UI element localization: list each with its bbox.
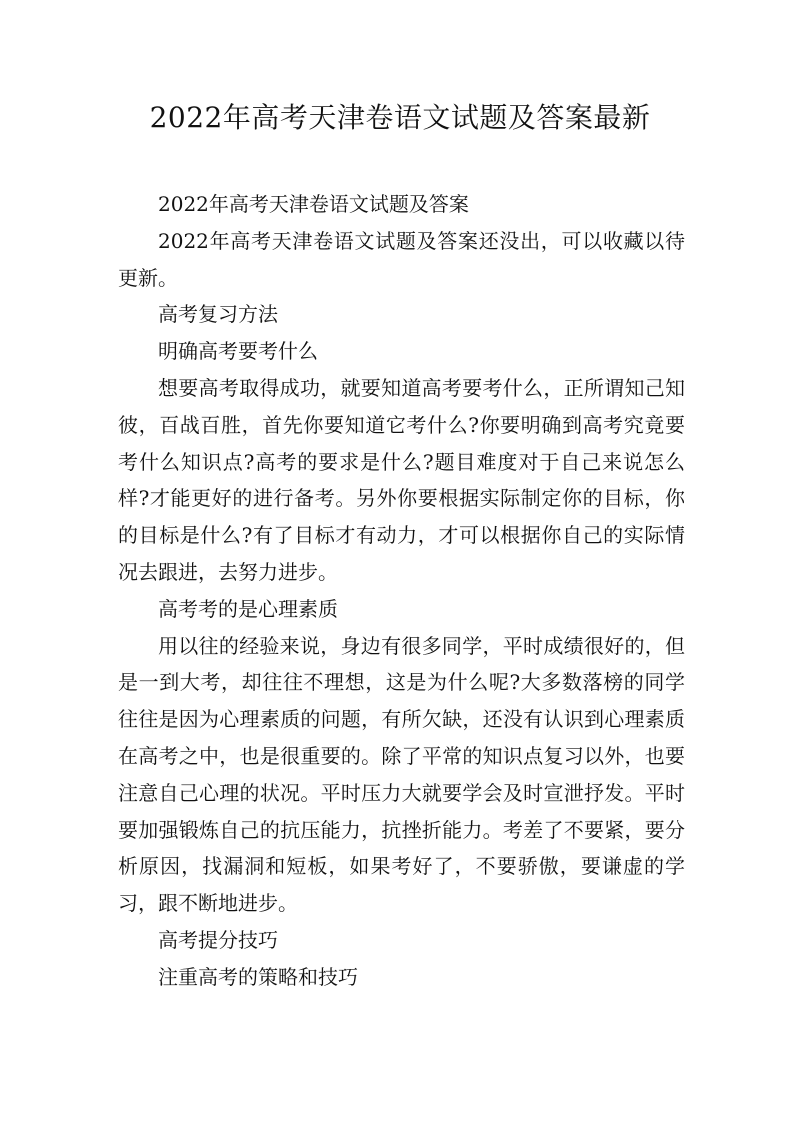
section-heading-score-tips: 高考提分技巧 <box>158 927 278 952</box>
paragraph-psychological-quality: 用以往的经验来说，身边有很多同学，平时成绩很好的，但是一到大考，却往往不理想，这是为什么呢?大多数落榜的同学往往是因为心理素质的问题，有所欠缺，还没有认识到心理素质在高考之中，也是很重要的。除了平常的知识点复习以外，也要注意自己心理的状况。平时压力大就要学会及时宣泄抒发。平时要加强锻炼自己的抗压能力，抗挫折能力。考差了不要紧，要分析原因，找漏洞和短板，如果考好了，不要骄傲，要谦虚的学习，跟不断地进步。 <box>118 633 685 916</box>
subheading-strategy-and-skills: 注重高考的策略和技巧 <box>158 964 358 989</box>
paragraph-know-what-to-test: 想要高考取得成功，就要知道高考要考什么，正所谓知己知彼，百战百胜，首先你要知道它考什么?你要明确到高考究竟要考什么知识点?高考的要求是什么?题目难度对于自己来说怎么样?才能更好的进行备考。另外你要根据实际制定你的目标，你的目标是什么?有了目标才有动力，才可以根据你自己的实际情况去跟进，去努力进步。 <box>118 375 685 584</box>
section-heading-review-methods: 高考复习方法 <box>158 302 278 327</box>
paragraph-subtitle: 2022年高考天津卷语文试题及答案 <box>158 192 469 216</box>
document-body <box>118 186 685 996</box>
subheading-know-what-to-test: 明确高考要考什么 <box>158 339 318 364</box>
paragraph-note: 2022年高考天津卷语文试题及答案还没出，可以收藏以待更新。 <box>118 228 685 290</box>
subheading-psychological-quality: 高考考的是心理素质 <box>158 596 338 621</box>
document-title: 2022年高考天津卷语文试题及答案最新 <box>149 101 651 134</box>
